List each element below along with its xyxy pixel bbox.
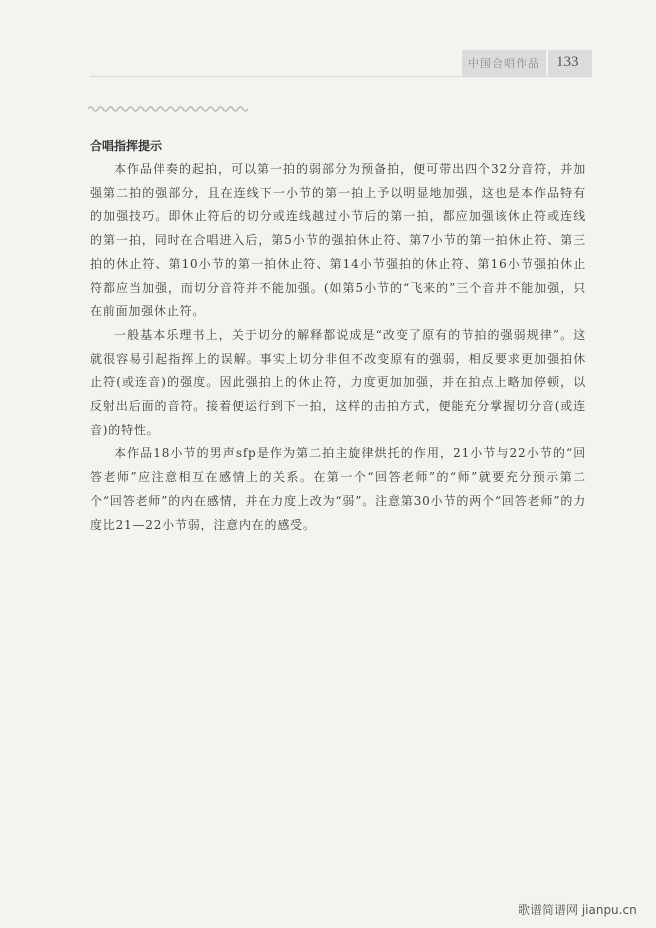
- header-divider: [546, 50, 548, 76]
- paragraph-1: 本作品伴奏的起拍，可以第一拍的弱部分为预备拍，便可带出四个32分音符，并加强第二拍的强部分，且在连线下一小节的第一拍上予以明显地加强，这也是本作品特有的加强技巧。即休止符后的切分或连线越过小节后的第一拍，都应加强该休止符或连线的第一拍，同时在合唱进入后，第5小节的强拍休止符、第7小节的第一拍休止符、第三拍的休止符、第10小节的第一拍休止符、第14小节强拍的休止符、第16小节强拍休止符都应当加强，而切分音符并不能加强。(如第5小节的“飞来的”三个音并不能加强，只在前面加强休止符。: [90, 162, 586, 319]
- paragraph-3: 本作品18小节的男声sfp是作为第二拍主旋律烘托的作用，21小节与22小节的“回答老师”应注意相互在感情上的关系。在第一个“回答老师”的“师”就要充分预示第二个“回答老师”的内在感情，并在力度上改为“弱”。注意第30小节的两个“回答老师”的力度比21—22小节弱，注意内在的感受。: [90, 446, 586, 532]
- body-text: [90, 158, 586, 537]
- wavy-ornament: [88, 104, 248, 114]
- paragraph-2: 一般基本乐理书上，关于切分的解释都说成是“改变了原有的节拍的强弱规律”。这就很容易引起指挥上的误解。事实上切分非但不改变原有的强弱，相反要求更加强拍休止符(或连音)的强度。因此强拍上的休止符，力度更加加强，并在拍点上略加停顿，以反射出后面的音符。接着便运行到下一拍，这样的击拍方式，便能充分掌握切分音(或连音)的特性。: [90, 327, 586, 437]
- running-title: 中国合唱作品: [468, 57, 540, 70]
- site-watermark: 歌谱简谱网 jianpu.cn: [518, 903, 637, 917]
- section-title: 合唱指挥提示: [90, 139, 163, 153]
- header-rule: [90, 76, 592, 77]
- page-number: 133: [556, 54, 579, 70]
